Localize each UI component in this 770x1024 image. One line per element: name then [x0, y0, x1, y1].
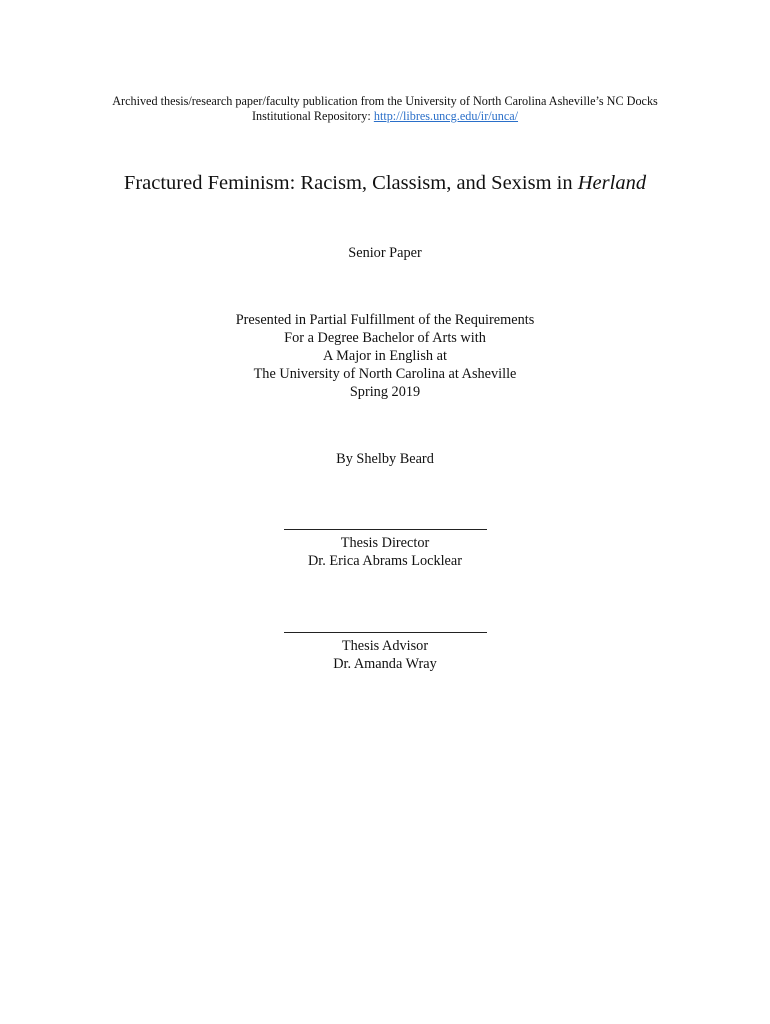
- signature-role-director: Thesis Director: [340, 535, 430, 551]
- paper-title: [0, 170, 770, 196]
- signature-name-advisor: Dr. Amanda Wray: [333, 656, 437, 672]
- fulfillment-line-3: A Major in English at: [323, 348, 447, 364]
- repository-link[interactable]: http://libres.uncg.edu/ir/unca/: [373, 109, 519, 123]
- fulfillment-line-2: For a Degree Bachelor of Arts with: [284, 330, 486, 346]
- signature-line-advisor: [284, 632, 487, 633]
- paper-title-main: Fractured Feminism: Racism, Classism, and Sexism in: [123, 172, 578, 194]
- repository-label: Institutional Repository:: [251, 109, 374, 123]
- signature-role-advisor: Thesis Advisor: [341, 638, 429, 654]
- repository-line: [0, 108, 770, 124]
- author-line: By Shelby Beard: [336, 451, 434, 467]
- paper-title-italic: Herland: [577, 172, 647, 194]
- document-type: Senior Paper: [348, 245, 422, 261]
- archive-notice: Archived thesis/research paper/faculty publication from the University of North Carolina Asheville’s NC Docks: [112, 94, 658, 108]
- fulfillment-line-5: Spring 2019: [349, 384, 421, 400]
- fulfillment-line-4: The University of North Carolina at Asheville: [253, 366, 517, 382]
- signature-line-director: [284, 529, 487, 530]
- fulfillment-line-1: Presented in Partial Fulfillment of the Requirements: [235, 312, 535, 328]
- signature-name-director: Dr. Erica Abrams Locklear: [307, 553, 463, 569]
